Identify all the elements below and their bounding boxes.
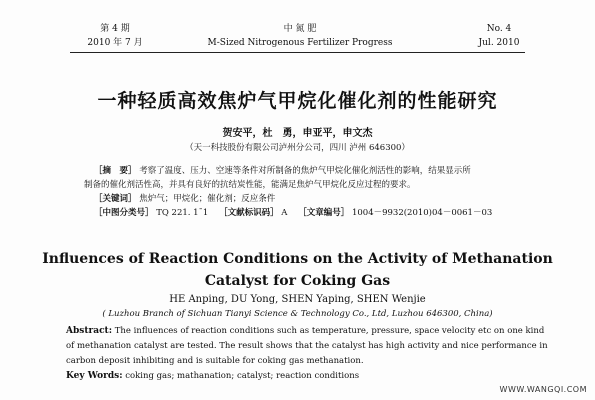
authors-zh: 贺安平，杜 勇，申亚平，申文杰 bbox=[222, 128, 373, 139]
keywords-en bbox=[66, 369, 528, 384]
article-no-label: ［文章编号］ bbox=[298, 208, 350, 218]
authors-en: HE Anping, DU Yong, SHEN Yaping, SHEN Wenjie bbox=[169, 294, 426, 305]
abstract-en bbox=[66, 324, 548, 384]
affiliation-en: ( Luzhou Branch of Sichuan Tianyi Science & Technology Co., Ltd, Luzhou 646300, China) bbox=[102, 309, 493, 319]
abstract-zh-label: ［摘 要］ bbox=[94, 166, 137, 176]
abstract-zh-text-1: 考察了温度、压力、空速等条件对所制备的焦炉气甲烷化催化剂活性的影响，结果显示所 bbox=[139, 166, 471, 176]
doc-code-label: ［文献标识码］ bbox=[219, 208, 279, 218]
article-no-value: 1004－9932(2010)04－0061－03 bbox=[351, 208, 493, 218]
article-title-zh: 一种轻质高效焦炉气甲烷化催化剂的性能研究 bbox=[97, 90, 498, 112]
clc-label: ［中图分类号］ bbox=[94, 208, 154, 218]
header-center bbox=[190, 22, 410, 50]
abstract-zh-line-1 bbox=[84, 164, 514, 178]
journal-name-zh: 中 氮 肥 bbox=[283, 24, 317, 34]
abstract-en-line-1 bbox=[66, 324, 545, 339]
watermark: WWW.WANGQI.COM bbox=[499, 385, 587, 394]
date-en: Jul. 2010 bbox=[478, 38, 520, 48]
article-title-en bbox=[0, 248, 595, 292]
doc-code-value: A bbox=[281, 208, 288, 218]
header-rule bbox=[70, 52, 525, 53]
article-title-en-line-2: Catalyst for Coking Gas bbox=[204, 273, 391, 289]
abstract-en-text-1: The influences of reaction conditions such as temperature, pressure, space velocity etc on one kind bbox=[114, 326, 545, 336]
keywords-en-label: Key Words: bbox=[66, 371, 123, 381]
header-left bbox=[80, 22, 150, 50]
issue-zh: 第 4 期 bbox=[100, 24, 130, 34]
classification-row bbox=[84, 206, 514, 220]
article-title-en-line-1: Influences of Reaction Conditions on the Activity of Methanation bbox=[42, 251, 553, 267]
keywords-zh-label: ［关键词］ bbox=[94, 194, 137, 204]
abstract-zh-line-2: 制备的催化剂活性高，并具有良好的抗结炭性能，能满足焦炉气甲烷化反应过程的要求。 bbox=[84, 180, 416, 190]
affiliation-zh: （天一科技股份有限公司泸州分公司，四川 泸州 646300） bbox=[185, 143, 410, 153]
header-right bbox=[474, 22, 524, 50]
clc-value: TQ 221. 1ˉ1 bbox=[156, 208, 209, 218]
abstract-zh bbox=[84, 164, 514, 220]
keywords-zh-text: 焦炉气；甲烷化；催化剂；反应条件 bbox=[139, 194, 276, 204]
abstract-en-line-2: of methanation catalyst are tested. The result shows that the catalyst has high activity and nice performance in bbox=[66, 341, 548, 351]
keywords-en-text: coking gas; mathanation; catalyst; reaction conditions bbox=[125, 371, 360, 381]
abstract-en-label: Abstract: bbox=[66, 326, 113, 336]
date-zh: 2010 年 7 月 bbox=[87, 38, 143, 48]
abstract-en-line-3: carbon deposit inhibiting and is suitable for coking gas methanation. bbox=[66, 356, 364, 366]
issue-en: No. 4 bbox=[486, 24, 512, 34]
keywords-zh bbox=[84, 192, 514, 206]
journal-name-en: M-Sized Nitrogenous Fertilizer Progress bbox=[207, 38, 393, 48]
